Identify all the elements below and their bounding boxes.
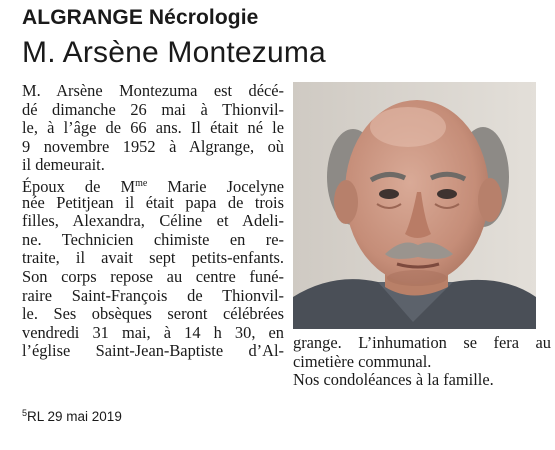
body-line: née Petitjean il était papa de trois [22,192,284,212]
article-body-left-column [22,82,284,361]
body-line: grange. L’inhumation se fera au [293,333,551,352]
body-line: filles, Alexandra, Céline et Adeli- [22,211,284,231]
source-credit [22,408,122,424]
body-line: raire Saint-François de Thionvil- [22,285,284,305]
body-line: Son corps repose au centre funé- [22,266,284,286]
body-line: traite, il avait sept petits-enfants. [22,248,284,268]
body-line: dé dimanche 26 mai à Thionvil- [22,99,284,119]
body-line: 9 novembre 1952 à Algrange, où [22,136,284,156]
article-kicker: ALGRANGE Nécrologie [22,6,259,29]
article-headline: M. Arsène Montezuma [22,36,326,69]
body-line: vendredi 31 mai, à 14 h 30, en [22,322,284,342]
body-line: le. Ses obsèques seront célébrées [22,304,284,324]
body-text: Marie Jocelyne [147,176,284,196]
article-body-right-column [293,334,551,390]
body-line: Nos condoléances à la famille. [293,370,494,390]
body-line: il demeurait. [22,155,105,175]
body-line: ne. Technicien chimiste en re- [22,229,284,249]
portrait-photo [293,82,536,329]
body-line: le, à l’âge de 66 ans. Il était né le [22,118,284,138]
body-line-spouse [22,175,284,194]
body-line: l’église Saint-Jean-Baptiste d’Al- [22,341,284,361]
body-line: M. Arsène Montezuma est décé- [22,81,284,100]
body-line: cimetière communal. [293,351,432,371]
source-text: RL 29 mai 2019 [27,409,122,424]
source-superscript: 5 [22,408,28,418]
honorific-superscript: me [135,177,148,189]
body-text: Époux de M [22,176,136,196]
